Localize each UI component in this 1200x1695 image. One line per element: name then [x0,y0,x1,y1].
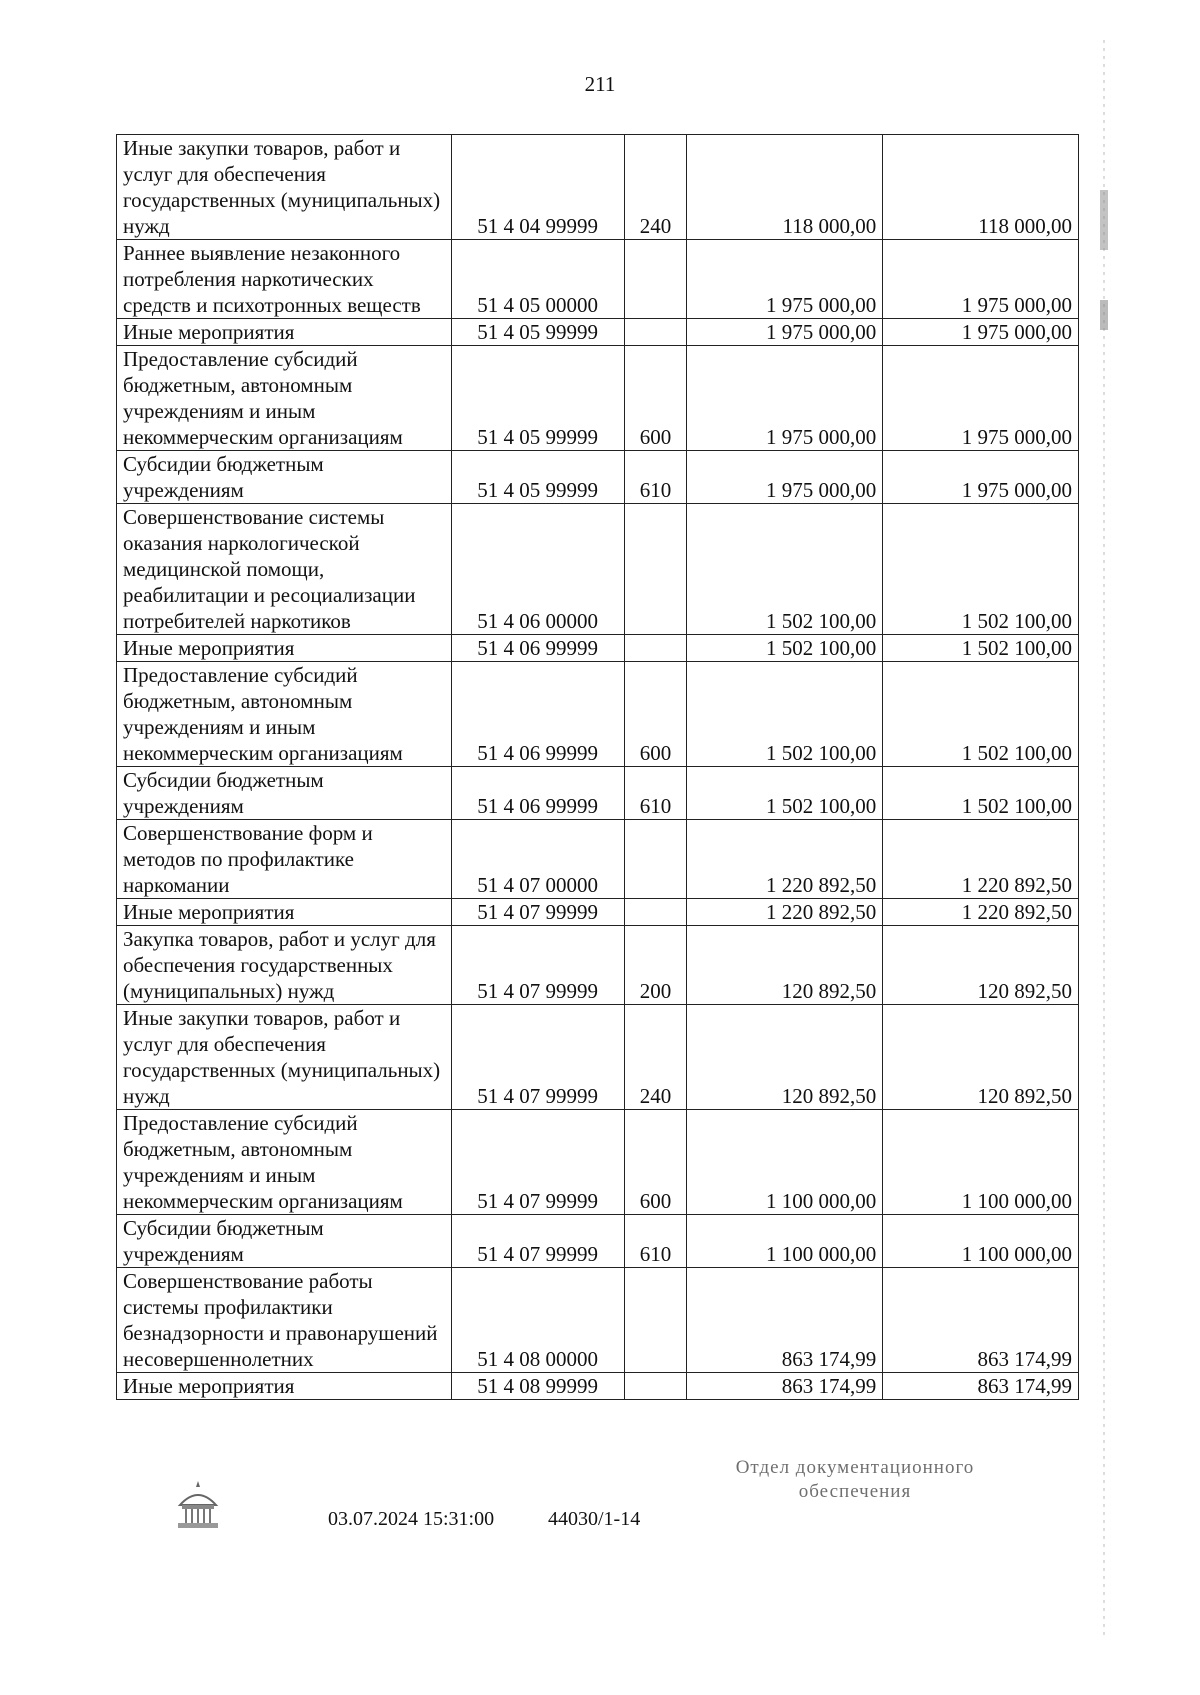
row-code-cell: 51 4 08 99999 [451,1373,624,1400]
row-expense-type-cell [624,504,687,635]
row-amount-1-cell: 1 975 000,00 [687,319,883,346]
row-amount-2-cell: 863 174,99 [883,1373,1079,1400]
table-row [117,240,1079,319]
table-row [117,319,1079,346]
row-amount-1-cell: 1 220 892,50 [687,899,883,926]
row-name-cell: Предоставление субсидий бюджетным, автономным учреждениям и иным некоммерческим организациям [117,662,452,767]
row-code-cell: 51 4 08 00000 [451,1268,624,1373]
row-amount-2-cell: 1 975 000,00 [883,451,1079,504]
row-code-cell: 51 4 06 99999 [451,767,624,820]
row-amount-2-cell: 1 975 000,00 [883,240,1079,319]
row-expense-type-cell [624,899,687,926]
row-expense-type-cell [624,240,687,319]
row-amount-2-cell: 1 220 892,50 [883,820,1079,899]
row-amount-2-cell: 1 502 100,00 [883,662,1079,767]
row-name-cell: Предоставление субсидий бюджетным, автономным учреждениям и иным некоммерческим организациям [117,1110,452,1215]
row-code-cell: 51 4 06 00000 [451,504,624,635]
row-expense-type-cell [624,319,687,346]
row-amount-2-cell: 120 892,50 [883,1005,1079,1110]
row-expense-type-cell: 610 [624,1215,687,1268]
table-row [117,899,1079,926]
budget-table [116,134,1079,1400]
row-code-cell: 51 4 07 99999 [451,1215,624,1268]
row-amount-1-cell: 1 220 892,50 [687,820,883,899]
row-name-cell: Иные закупки товаров, работ и услуг для обеспечения государственных (муниципальных) нужд [117,1005,452,1110]
table-row [117,1110,1079,1215]
row-amount-2-cell: 1 100 000,00 [883,1215,1079,1268]
row-expense-type-cell: 600 [624,662,687,767]
row-name-cell: Субсидии бюджетным учреждениям [117,1215,452,1268]
row-code-cell: 51 4 05 99999 [451,319,624,346]
budget-table-body [117,135,1079,1400]
row-amount-2-cell: 1 100 000,00 [883,1110,1079,1215]
row-amount-1-cell: 1 100 000,00 [687,1215,883,1268]
row-expense-type-cell [624,1373,687,1400]
row-code-cell: 51 4 05 00000 [451,240,624,319]
table-row [117,926,1079,1005]
row-amount-1-cell: 1 975 000,00 [687,451,883,504]
row-code-cell: 51 4 06 99999 [451,662,624,767]
row-name-cell: Совершенствование системы оказания наркологической медицинской помощи, реабилитации и ресоциализации потребителей наркотиков [117,504,452,635]
row-code-cell: 51 4 05 99999 [451,346,624,451]
row-amount-2-cell: 1 502 100,00 [883,767,1079,820]
row-name-cell: Субсидии бюджетным учреждениям [117,767,452,820]
row-amount-1-cell: 1 975 000,00 [687,240,883,319]
row-expense-type-cell: 610 [624,451,687,504]
table-row [117,451,1079,504]
row-amount-2-cell: 1 502 100,00 [883,635,1079,662]
row-code-cell: 51 4 06 99999 [451,635,624,662]
row-code-cell: 51 4 07 99999 [451,1110,624,1215]
row-expense-type-cell: 200 [624,926,687,1005]
table-row [117,1215,1079,1268]
table-row [117,820,1079,899]
row-amount-2-cell: 1 975 000,00 [883,319,1079,346]
row-name-cell: Иные закупки товаров, работ и услуг для обеспечения государственных (муниципальных) нужд [117,135,452,240]
table-row [117,1373,1079,1400]
row-amount-1-cell: 1 502 100,00 [687,767,883,820]
row-expense-type-cell [624,635,687,662]
table-row [117,767,1079,820]
row-amount-1-cell: 1 502 100,00 [687,635,883,662]
row-code-cell: 51 4 07 99999 [451,926,624,1005]
table-row [117,135,1079,240]
row-name-cell: Иные мероприятия [117,319,452,346]
row-amount-2-cell: 1 975 000,00 [883,346,1079,451]
row-amount-1-cell: 118 000,00 [687,135,883,240]
row-code-cell: 51 4 07 99999 [451,899,624,926]
table-row [117,346,1079,451]
row-name-cell: Иные мероприятия [117,635,452,662]
row-name-cell: Закупка товаров, работ и услуг для обеспечения государственных (муниципальных) нужд [117,926,452,1005]
table-row [117,504,1079,635]
row-amount-1-cell: 1 100 000,00 [687,1110,883,1215]
table-row [117,1268,1079,1373]
row-name-cell: Раннее выявление незаконного потребления наркотических средств и психотронных веществ [117,240,452,319]
row-expense-type-cell: 600 [624,346,687,451]
row-amount-1-cell: 863 174,99 [687,1268,883,1373]
department-stamp [720,1456,990,1504]
row-amount-1-cell: 1 975 000,00 [687,346,883,451]
row-amount-1-cell: 1 502 100,00 [687,662,883,767]
row-code-cell: 51 4 04 99999 [451,135,624,240]
row-expense-type-cell: 610 [624,767,687,820]
row-name-cell: Совершенствование работы системы профилактики безнадзорности и правонарушений несовершеннолетних [117,1268,452,1373]
row-name-cell: Иные мероприятия [117,1373,452,1400]
scan-edge-artifact [1098,40,1110,1640]
table-row [117,1005,1079,1110]
row-amount-2-cell: 1 502 100,00 [883,504,1079,635]
row-amount-1-cell: 120 892,50 [687,926,883,1005]
row-expense-type-cell: 600 [624,1110,687,1215]
row-name-cell: Иные мероприятия [117,899,452,926]
stamp-line-1: Отдел документационного [735,1457,975,1478]
row-amount-2-cell: 120 892,50 [883,926,1079,1005]
row-code-cell: 51 4 07 00000 [451,820,624,899]
footer-registration-number: 44030/1-14 [548,1508,641,1530]
row-expense-type-cell: 240 [624,1005,687,1110]
row-amount-1-cell: 1 502 100,00 [687,504,883,635]
row-amount-2-cell: 863 174,99 [883,1268,1079,1373]
row-name-cell: Совершенствование форм и методов по профилактике наркомании [117,820,452,899]
row-amount-2-cell: 118 000,00 [883,135,1079,240]
table-row [117,662,1079,767]
row-code-cell: 51 4 07 99999 [451,1005,624,1110]
row-expense-type-cell: 240 [624,135,687,240]
stamp-line-2: обеспечения [798,1481,912,1502]
page-number: 211 [584,72,616,96]
row-amount-1-cell: 120 892,50 [687,1005,883,1110]
row-name-cell: Предоставление субсидий бюджетным, автономным учреждениям и иным некоммерческим организациям [117,346,452,451]
emblem-logo [170,1477,226,1533]
footer-date: 03.07.2024 15:31:00 [328,1508,495,1530]
row-code-cell: 51 4 05 99999 [451,451,624,504]
row-expense-type-cell [624,1268,687,1373]
row-expense-type-cell [624,820,687,899]
row-amount-2-cell: 1 220 892,50 [883,899,1079,926]
table-row [117,635,1079,662]
row-name-cell: Субсидии бюджетным учреждениям [117,451,452,504]
row-amount-1-cell: 863 174,99 [687,1373,883,1400]
